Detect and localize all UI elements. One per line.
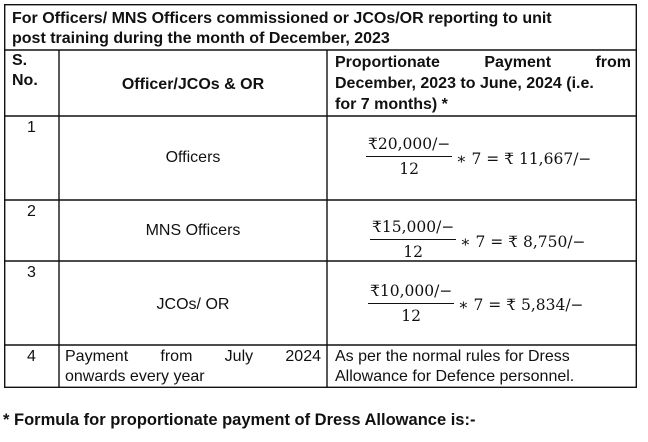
- row-2-denominator: 12: [403, 243, 424, 261]
- row-3-fraction: [368, 282, 454, 325]
- row-4-category-line-2: onwards every year: [65, 368, 205, 385]
- row-2-numerator: ₹15,000/−: [372, 218, 455, 236]
- allowance-table: [4, 4, 637, 388]
- table-title-line-2: post training during the month of December, 2023: [12, 30, 390, 47]
- header-category: Officer/JCOs & OR: [121, 76, 265, 93]
- header-sno-line-2: No.: [12, 72, 38, 89]
- row-3-denominator: 12: [401, 307, 422, 325]
- row-2-fraction: [370, 218, 456, 261]
- row-2-category: MNS Officers: [145, 222, 241, 239]
- row-1-category: Officers: [165, 149, 221, 166]
- row-1-sno: 1: [27, 119, 36, 136]
- table-title-line-1: For Officers/ MNS Officers commissioned or JCOs/OR reporting to unit: [12, 10, 552, 27]
- row-1-result: ∗ 7 = ₹ 11,667/−: [456, 150, 592, 168]
- row-2-sno: 2: [27, 203, 36, 220]
- header-payment-line-3: for 7 months) *: [335, 96, 448, 113]
- row-1-denominator: 12: [399, 160, 420, 178]
- header-payment-line-1: Proportionate Payment from: [335, 54, 631, 71]
- row-4-payment-line-2: Allowance for Defence personnel.: [335, 368, 575, 385]
- row-3-result: ∗ 7 = ₹ 5,834/−: [458, 296, 584, 314]
- header-sno-line-1: S.: [12, 52, 28, 69]
- footnote: * Formula for proportionate payment of Dress Allowance is:-: [3, 411, 476, 429]
- row-4-sno: 4: [27, 348, 36, 365]
- row-1-numerator: ₹20,000/−: [368, 135, 451, 153]
- row-2-result: ∗ 7 = ₹ 8,750/−: [460, 233, 586, 251]
- row-3-category: JCOs/ OR: [156, 296, 230, 313]
- row-3-sno: 3: [27, 264, 36, 281]
- header-payment-line-2: December, 2023 to June, 2024 (i.e.: [335, 75, 594, 92]
- row-3-numerator: ₹10,000/−: [370, 282, 453, 300]
- row-4-payment-line-1: As per the normal rules for Dress: [335, 348, 570, 365]
- row-4-category-line-1: Payment from July 2024: [65, 348, 321, 365]
- row-1-fraction: [366, 135, 452, 178]
